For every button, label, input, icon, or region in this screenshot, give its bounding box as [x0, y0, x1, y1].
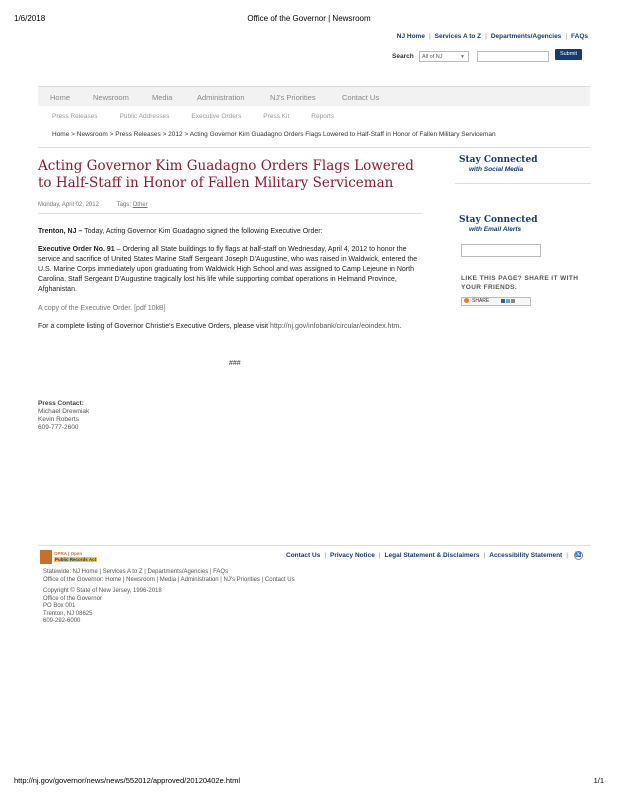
- press-contact-heading: Press Contact:: [38, 400, 84, 407]
- share-label: SHARE: [472, 298, 490, 304]
- subnav-press-releases[interactable]: Press Releases: [52, 113, 98, 120]
- share-icon: [464, 298, 469, 303]
- top-link-services[interactable]: Services A to Z: [434, 33, 482, 40]
- footer-address: [43, 588, 162, 626]
- social-subtitle: with Social Media: [469, 166, 524, 173]
- address-line: PO Box 001: [43, 603, 76, 609]
- footer-link-legal[interactable]: Legal Statement & Disclaimers: [384, 552, 480, 560]
- print-url: http://nj.gov/governor/news/news/552012/approved/20120402e.html: [14, 776, 240, 785]
- separator: |: [565, 33, 568, 40]
- divider: [455, 183, 591, 184]
- email-alerts-box: [459, 215, 538, 233]
- social-title: Stay Connected: [459, 155, 538, 165]
- email-icon: [511, 299, 515, 303]
- opra-logo-subtext: Public Records Act: [55, 557, 97, 562]
- facebook-icon: [501, 299, 505, 303]
- paragraph-text: Today, Acting Governor Kim Guadagno signed the following Executive Order:: [82, 228, 323, 235]
- nav-home[interactable]: Home: [50, 93, 71, 102]
- print-page-number: 1/1: [593, 776, 604, 785]
- pdf-link-text[interactable]: A copy of the Executive Order. [pdf 10kB]: [38, 305, 166, 312]
- paragraph-text: For a complete listing of Governor Christie's Executive Orders, please visit: [38, 323, 271, 330]
- paragraph-text: .: [399, 323, 402, 330]
- breadcrumb-newsroom[interactable]: > Newsroom: [71, 131, 108, 138]
- breadcrumb-home[interactable]: Home: [52, 131, 70, 138]
- share-prompt: LIKE THIS PAGE? SHARE IT WITH YOUR FRIENDS.: [461, 275, 579, 291]
- search-scope-value: All of NJ: [422, 54, 443, 60]
- tag-link-other[interactable]: Other: [132, 202, 148, 208]
- address-phone: 609-292-6000: [43, 618, 81, 624]
- nav-administration[interactable]: Administration: [197, 93, 245, 102]
- twitter-icon: [506, 299, 510, 303]
- search-label: Search: [392, 53, 414, 60]
- top-link-nj-home[interactable]: NJ Home: [396, 33, 425, 40]
- address-line: Office of the Governor: [43, 595, 102, 602]
- executive-order-label: Executive Order No. 91: [38, 246, 115, 253]
- separator: |: [378, 552, 381, 560]
- dateline: Trenton, NJ –: [38, 228, 83, 235]
- nav-newsroom[interactable]: Newsroom: [93, 93, 129, 102]
- separator: |: [485, 33, 487, 40]
- footer-office-links[interactable]: Office of the Governor: Home | Newsroom | Media | Administration | NJ's Priorities | Contact Us: [43, 576, 295, 583]
- article-paragraph: [38, 227, 422, 237]
- print-date: 1/6/2018: [14, 14, 46, 23]
- separator: |: [428, 33, 431, 40]
- paragraph-text: – Ordering all State buildings to fly flags at half-staff on Wednesday, April 4, 2012 to honor the service and sacrifice of United States Marine Staff Sergeant Joseph D'Augustine, who was raised in Waldwick, entered the U.S. Marine Corps immediately upon graduating from Waldwick High School and was assigned to Camp Lejeune in North Carolina. Staff Sergeant D'Augustine tragically lost his life while supporting combat operations in Helmand Province, Afghanistan.: [38, 246, 418, 293]
- article-paragraph: [38, 322, 422, 332]
- subnav-public-addresses[interactable]: Public Addresses: [119, 113, 170, 120]
- eo-index-link[interactable]: http://nj.gov/infobank/circular/eoindex.htm: [270, 323, 400, 330]
- share-button[interactable]: [461, 297, 531, 306]
- top-links: [397, 33, 588, 40]
- search-scope-select[interactable]: [419, 51, 469, 62]
- copyright: Copyright © State of New Jersey, 1996-2018: [43, 588, 162, 594]
- contact-name: Kevin Roberts: [38, 416, 79, 423]
- article-meta: [38, 202, 148, 208]
- nav-media[interactable]: Media: [152, 93, 173, 102]
- divider: [38, 147, 590, 148]
- main-nav: [38, 86, 590, 106]
- email-title: Stay Connected: [459, 215, 538, 225]
- article-date: Monday, April 02, 2012: [38, 202, 99, 208]
- subnav-press-kit[interactable]: Press Kit: [263, 113, 290, 120]
- footer-link-accessibility[interactable]: Accessibility Statement: [489, 552, 563, 560]
- breadcrumb-year[interactable]: > 2012: [162, 131, 183, 138]
- sub-nav: [52, 113, 356, 120]
- nav-contact-us[interactable]: Contact Us: [342, 93, 380, 102]
- separator: |: [566, 552, 568, 560]
- opra-logo-mark: [40, 550, 52, 564]
- end-marker: ###: [229, 360, 241, 367]
- footer-links: [286, 551, 583, 560]
- tags-label: Tags:: [116, 202, 131, 208]
- print-header: [14, 14, 604, 24]
- pdf-link[interactable]: [38, 304, 422, 314]
- separator: |: [483, 552, 486, 560]
- opra-logo-text: OPRA | Open: [54, 551, 83, 556]
- email-input[interactable]: [461, 244, 541, 257]
- subnav-executive-orders[interactable]: Executive Orders: [191, 113, 242, 120]
- nav-priorities[interactable]: NJ's Priorities: [270, 93, 316, 102]
- chevron-down-icon: ▼: [460, 54, 465, 60]
- breadcrumb: [52, 131, 496, 138]
- search-input[interactable]: [477, 51, 549, 62]
- search-bar: [392, 51, 590, 63]
- article-headline: Acting Governor Kim Guadagno Orders Flags Lowered to Half-Staff in Honor of Fallen Military Serviceman: [38, 158, 414, 191]
- search-submit-button[interactable]: Submit: [555, 49, 582, 60]
- accessibility-icon[interactable]: ♿: [575, 552, 582, 558]
- separator: |: [324, 552, 327, 560]
- top-link-departments[interactable]: Departments/Agencies: [490, 33, 562, 40]
- footer-statewide-links[interactable]: Statewide: NJ Home | Services A to Z | Departments/Agencies | FAQs: [43, 569, 229, 575]
- opra-logo[interactable]: [40, 550, 97, 564]
- breadcrumb-current: > Acting Governor Kim Guadagno Orders Flags Lowered to Half-Staff in Honor of Fallen Military Serviceman: [184, 131, 496, 138]
- footer-sitemap: [43, 569, 295, 584]
- top-link-faqs[interactable]: FAQs: [571, 33, 588, 40]
- footer-link-privacy[interactable]: Privacy Notice: [330, 552, 375, 560]
- print-title: Office of the Governor | Newsroom: [247, 14, 371, 23]
- press-contact: [38, 400, 89, 432]
- subnav-reports[interactable]: Reports: [311, 113, 335, 120]
- email-subtitle: with Email Alerts: [469, 226, 522, 233]
- contact-name: Michael Drewniak: [38, 408, 90, 415]
- divider: [38, 213, 422, 214]
- contact-phone: 609-777-2600: [38, 424, 79, 431]
- breadcrumb-press-releases[interactable]: > Press Releases: [109, 131, 161, 138]
- footer-link-contact[interactable]: Contact Us: [286, 552, 321, 560]
- address-line: Trenton, NJ 08625: [43, 610, 93, 617]
- social-media-box: [459, 155, 538, 173]
- article-paragraph: [38, 245, 422, 295]
- divider: [38, 545, 590, 546]
